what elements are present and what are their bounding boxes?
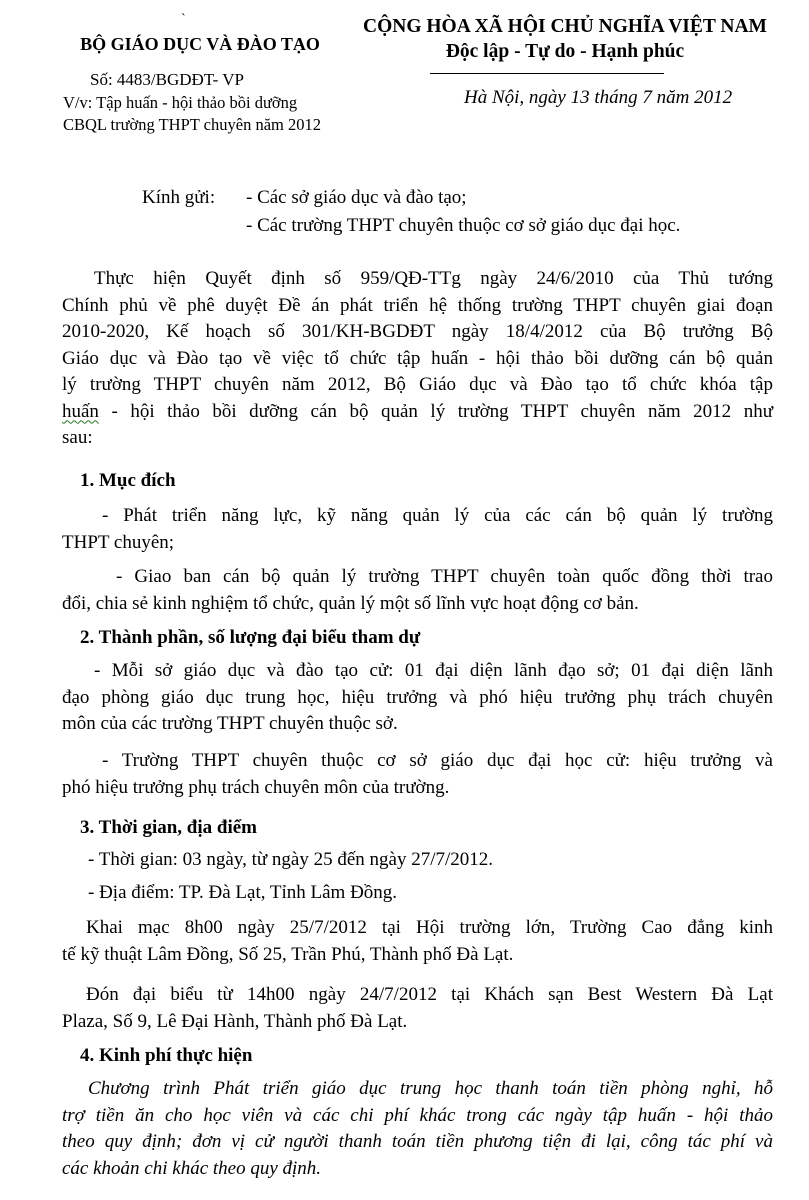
section-3-time: - Thời gian: 03 ngày, từ ngày 25 đến ngày 27/7/2012.: [88, 849, 494, 870]
section-2-item-1: [62, 658, 773, 738]
intro-line: lý trường THPT chuyên năm 2012, Bộ Giáo dục và Đào tạo tổ chức khóa tập: [62, 374, 773, 395]
text-line: các khoản chi khác theo quy định.: [62, 1157, 322, 1179]
spellcheck-word: huấn: [62, 400, 99, 422]
section-1-item-1: [62, 503, 773, 556]
ministry-name: BỘ GIÁO DỤC VÀ ĐÀO TẠO: [80, 34, 320, 54]
section-3-place: - Địa điểm: TP. Đà Lạt, Tỉnh Lâm Đồng.: [88, 882, 398, 903]
intro-line: Giáo dục và Đào tạo về việc tổ chức tập huấn - hội thảo bồi dưỡng cán bộ quản: [62, 347, 773, 369]
section-4-title: 4. Kinh phí thực hiện: [80, 1045, 253, 1066]
intro-line: 2010-2020, Kế hoạch số 301/KH-BGDĐT ngày 18/4/2012 của Bộ trưởng Bộ: [62, 321, 773, 342]
intro-line-rest: hội thảo bồi dưỡng cán bộ quản lý trường THPT chuyên năm 2012 như: [130, 400, 774, 422]
section-4-paragraph: [62, 1076, 773, 1182]
text-line: đổi, chia sẻ kinh nghiệm tổ chức, quản lý một số lĩnh vực hoạt động cơ bản.: [62, 592, 639, 614]
text-line: trợ tiền ăn cho học viên và các chi phí khác trong các ngày tập huấn - hội thảo: [62, 1104, 773, 1126]
intro-line: huấn - hội thảo bồi dưỡng cán bộ quản lý trường THPT chuyên năm 2012 như: [62, 400, 774, 422]
subject-line-2: CBQL trường THPT chuyên năm 2012: [63, 115, 321, 134]
document-number: Số: 4483/BGDĐT- VP: [90, 70, 244, 89]
section-3-opening: [62, 915, 773, 968]
section-3-welcome: [62, 982, 773, 1035]
text-line: Chương trình Phát triển giáo dục trung học thanh toán tiền phòng nghỉ, hỗ: [88, 1078, 773, 1099]
section-1-item-2: [62, 564, 773, 617]
text-line: Khai mạc 8h00 ngày 25/7/2012 tại Hội trường lớn, Trường Cao đẳng kinh: [86, 917, 773, 938]
recipient-1: - Các sở giáo dục và đào tạo;: [246, 187, 467, 208]
section-1-title: 1. Mục đích: [80, 470, 176, 491]
place-date: Hà Nội, ngày 13 tháng 7 năm 2012: [464, 87, 733, 108]
text-line: - Phát triển năng lực, kỹ năng quản lý của các cán bộ quản lý trường: [102, 505, 773, 526]
text-line: tế kỹ thuật Lâm Đồng, Số 25, Trần Phú, Thành phố Đà Lạt.: [62, 943, 514, 965]
text-line: - Giao ban cán bộ quản lý trường THPT chuyên toàn quốc đồng thời trao: [116, 566, 773, 587]
recipient-2: - Các trường THPT chuyên thuộc cơ sở giáo dục đại học.: [246, 215, 681, 236]
intro-line: Thực hiện Quyết định số 959/QĐ-TTg ngày 24/6/2010 của Thủ tướng: [94, 268, 773, 289]
national-motto: Độc lập - Tự do - Hạnh phúc: [445, 41, 685, 62]
text-line: môn của các trường THPT chuyên thuộc sở.: [62, 713, 398, 734]
motto-underline: [430, 73, 664, 74]
recipients-label: Kính gửi:: [142, 187, 216, 208]
text-line: - Mỗi sở giáo dục và đào tạo cử: 01 đại diện lãnh đạo sở; 01 đại diện lãnh: [94, 660, 773, 681]
section-2-item-2: [62, 748, 773, 801]
section-3-title: 3. Thời gian, địa điểm: [80, 817, 257, 838]
text-line: Plaza, Số 9, Lê Đại Hành, Thành phố Đà Lạt.: [62, 1010, 408, 1032]
subject-line-1: V/v: Tập huấn - hội thảo bồi dưỡng: [63, 93, 298, 112]
text-line: - Trường THPT chuyên thuộc cơ sở giáo dục đại học cử: hiệu trưởng và: [102, 750, 773, 771]
text-line: đạo phòng giáo dục trung học, hiệu trưởng và phó hiệu trưởng phụ trách chuyên: [62, 686, 773, 708]
text-line: phó hiệu trưởng phụ trách chuyên môn của trường.: [62, 776, 450, 798]
intro-paragraph: [62, 266, 773, 452]
text-line: THPT chuyên;: [62, 531, 175, 553]
republic-title: CỘNG HÒA XÃ HỘI CHỦ NGHĨA VIỆT NAM: [363, 16, 767, 37]
text-line: theo quy định; đơn vị cử người thanh toán tiền phương tiện đi lại, công tác phí và: [62, 1131, 773, 1152]
header-tick-mark: `: [181, 12, 186, 27]
text-line: Đón đại biểu từ 14h00 ngày 24/7/2012 tại Khách sạn Best Western Đà Lạt: [86, 984, 773, 1005]
intro-line: sau:: [62, 427, 93, 448]
section-2-title: 2. Thành phần, số lượng đại biểu tham dự: [80, 627, 421, 648]
intro-line: Chính phủ về phê duyệt Đề án phát triển hệ thống trường THPT chuyên giai đoạn: [62, 294, 773, 316]
